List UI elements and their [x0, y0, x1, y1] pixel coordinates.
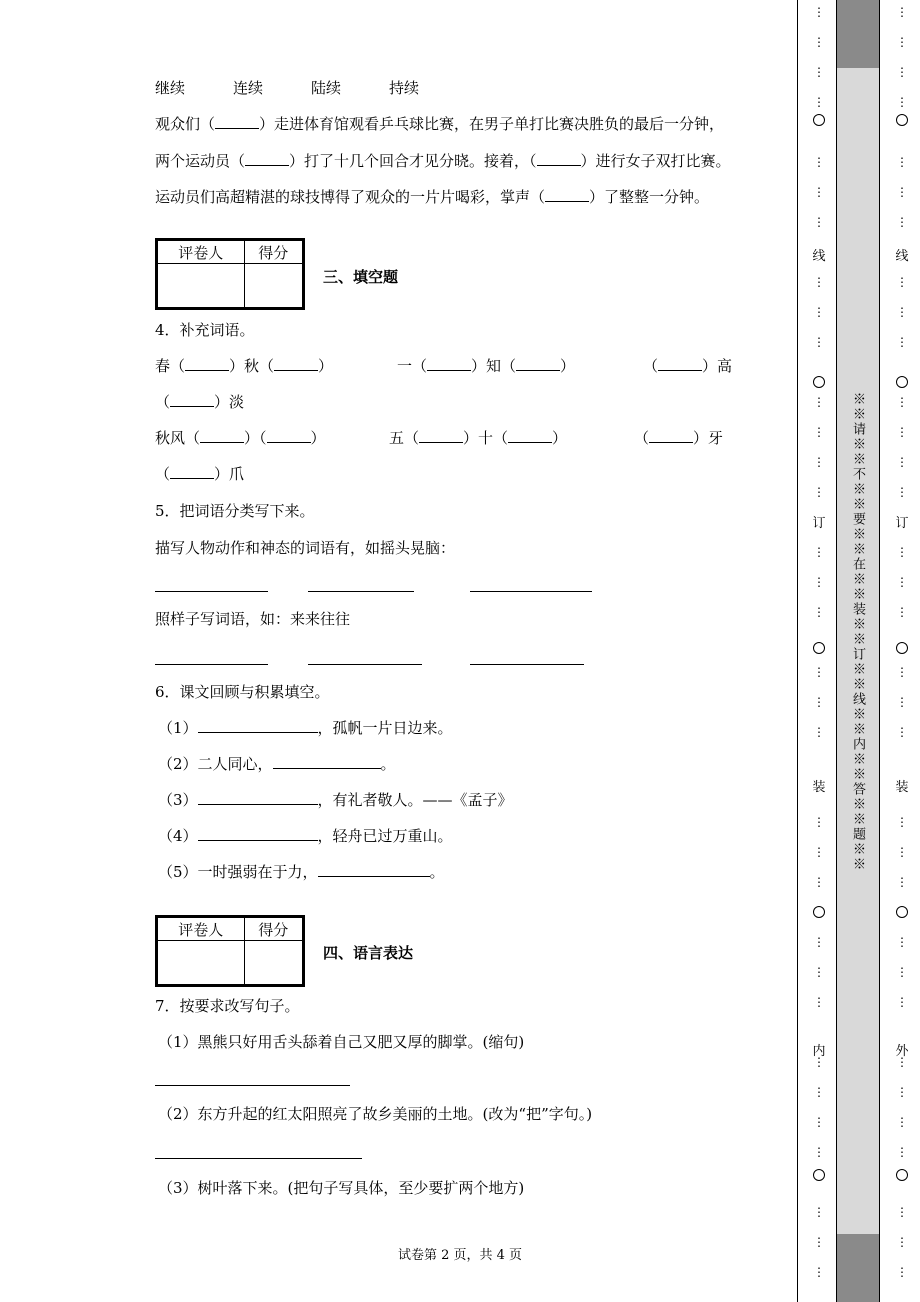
answer-blank[interactable] — [273, 754, 381, 769]
answer-blank[interactable] — [185, 358, 229, 371]
q4-row: 五（ ）十（ ） — [389, 429, 568, 447]
binding-dots: ⋮ — [896, 275, 908, 289]
binding-dots: ⋮ — [813, 155, 825, 169]
score-cell[interactable] — [244, 264, 302, 308]
word-option: 继续 — [155, 79, 186, 97]
page-footer: 试卷第 2 页，共 4 页 — [397, 1248, 523, 1263]
q6-item: （4） ，轻舟已过万重山。 — [158, 827, 453, 845]
question-title: 6．课文回顾与积累填空。 — [155, 683, 330, 701]
binding-dots: ⋮ — [896, 845, 908, 859]
binding-dots: ⋮ — [813, 1055, 825, 1069]
score-label: 得分 — [244, 241, 302, 264]
q3-paragraph-line: 观众们（ ）走进体育馆观看乒乓球比赛，在男子单打比赛决胜负的最后一分钟， — [155, 115, 725, 133]
binding-dots: ⋮ — [896, 485, 908, 499]
q7-item: （1）黑熊只好用舌头舔着自己又肥又厚的脚掌。(缩句) — [158, 1033, 525, 1051]
answer-line[interactable] — [308, 591, 414, 592]
answer-blank[interactable] — [537, 153, 581, 166]
question-title: 4．补充词语。 — [155, 321, 255, 339]
binding-dots: ⋮ — [813, 335, 825, 349]
answer-blank[interactable] — [170, 394, 214, 407]
binding-dots: ⋮ — [896, 455, 908, 469]
answer-blank[interactable] — [198, 718, 318, 733]
binding-char-ding: 订 — [812, 516, 826, 531]
reviewer-label: 评卷人 — [158, 241, 245, 264]
reviewer-label: 评卷人 — [158, 918, 245, 941]
q5-prompt: 描写人物动作和神态的词语有，如摇头晃脑： — [155, 539, 456, 557]
question-title: 5．把词语分类写下来。 — [155, 502, 315, 520]
q4-row: （ ）爪 — [155, 465, 245, 483]
reviewer-cell[interactable] — [158, 941, 245, 985]
binding-dots: ⋮ — [813, 65, 825, 79]
binding-dots: ⋮ — [896, 1115, 908, 1129]
binding-char-xian: 线 — [895, 249, 909, 264]
binding-dots: ⋮ — [813, 1265, 825, 1279]
answer-blank[interactable] — [318, 862, 430, 877]
word-bank — [155, 78, 467, 98]
binding-hole-icon — [813, 114, 825, 126]
binding-dots: ⋮ — [896, 425, 908, 439]
score-label: 得分 — [244, 918, 302, 941]
margin-border — [797, 0, 798, 1302]
q4-row: 秋风（ ）（ ） — [155, 429, 326, 447]
section-title: 三、填空题 — [323, 268, 399, 286]
binding-dots: ⋮ — [813, 545, 825, 559]
binding-dots: ⋮ — [896, 725, 908, 739]
score-box — [155, 915, 305, 987]
binding-hole-icon — [896, 906, 908, 918]
answer-blank[interactable] — [545, 189, 589, 202]
binding-dots: ⋮ — [896, 545, 908, 559]
binding-dots: ⋮ — [896, 215, 908, 229]
binding-dots: ⋮ — [813, 215, 825, 229]
binding-dots: ⋮ — [813, 305, 825, 319]
binding-hole-icon — [896, 114, 908, 126]
binding-dots: ⋮ — [896, 35, 908, 49]
binding-dots: ⋮ — [813, 605, 825, 619]
section-title: 四、语言表达 — [323, 944, 414, 962]
binding-dots: ⋮ — [813, 275, 825, 289]
q7-item: （3）树叶落下来。(把句子写具体，至少要扩两个地方) — [158, 1179, 525, 1197]
word-option: 陆续 — [311, 79, 342, 97]
binding-dots: ⋮ — [896, 605, 908, 619]
answer-blank[interactable] — [267, 430, 311, 443]
answer-blank[interactable] — [419, 430, 463, 443]
q4-row: （ ）高 — [643, 357, 733, 375]
answer-blank[interactable] — [170, 466, 214, 479]
binding-dots: ⋮ — [813, 1115, 825, 1129]
answer-line[interactable] — [308, 664, 422, 665]
binding-dots: ⋮ — [813, 935, 825, 949]
q4-row: （ ）牙 — [634, 429, 724, 447]
binding-dots: ⋮ — [896, 1205, 908, 1219]
binding-dots: ⋮ — [896, 155, 908, 169]
binding-dots: ⋮ — [896, 665, 908, 679]
binding-hole-icon — [813, 642, 825, 654]
score-box — [155, 238, 305, 310]
question-title: 7．按要求改写句子。 — [155, 997, 300, 1015]
answer-blank[interactable] — [215, 116, 259, 129]
binding-hole-icon — [896, 376, 908, 388]
binding-dots: ⋮ — [896, 1055, 908, 1069]
score-cell[interactable] — [244, 941, 302, 985]
binding-dots: ⋮ — [813, 815, 825, 829]
answer-blank[interactable] — [198, 790, 318, 805]
binding-dots: ⋮ — [813, 725, 825, 739]
binding-dots: ⋮ — [813, 1235, 825, 1249]
q3-paragraph-line: 运动员们高超精湛的球技博得了观众的一片片喝彩，掌声（ ）了整整一分钟。 — [155, 188, 710, 206]
binding-dots: ⋮ — [896, 875, 908, 889]
answer-line[interactable] — [155, 591, 268, 592]
binding-dots: ⋮ — [813, 1145, 825, 1159]
binding-dots: ⋮ — [813, 575, 825, 589]
binding-dots: ⋮ — [896, 995, 908, 1009]
binding-dots: ⋮ — [896, 935, 908, 949]
binding-dots: ⋮ — [896, 65, 908, 79]
binding-dots: ⋮ — [813, 95, 825, 109]
word-option: 连续 — [233, 79, 264, 97]
answer-line[interactable] — [155, 664, 268, 665]
binding-dots: ⋮ — [896, 695, 908, 709]
binding-dots: ⋮ — [896, 305, 908, 319]
binding-dots: ⋮ — [813, 395, 825, 409]
binding-dots: ⋮ — [813, 1205, 825, 1219]
answer-line[interactable] — [470, 664, 584, 665]
q4-row: 春（ ）秋（ ） — [155, 357, 334, 375]
binding-char-ding: 订 — [895, 516, 909, 531]
q6-item: （5）一时强弱在于力， 。 — [158, 863, 445, 881]
word-option: 持续 — [389, 79, 420, 97]
binding-dots: ⋮ — [896, 1145, 908, 1159]
binding-hole-icon — [813, 906, 825, 918]
answer-blank[interactable] — [198, 826, 318, 841]
q7-item: （2）东方升起的红太阳照亮了故乡美丽的土地。(改为“把”字句。) — [158, 1105, 593, 1123]
q5-prompt: 照样子写词语，如：来来往往 — [155, 610, 351, 628]
answer-blank[interactable] — [274, 358, 318, 371]
binding-dots: ⋮ — [813, 185, 825, 199]
answer-line[interactable] — [470, 591, 592, 592]
margin-strip-top — [836, 0, 880, 68]
q6-item: （2）二人同心， 。 — [158, 755, 396, 773]
answer-blank[interactable] — [245, 153, 289, 166]
binding-dots: ⋮ — [896, 95, 908, 109]
binding-char-wai: 外 — [895, 1044, 909, 1059]
reviewer-cell[interactable] — [158, 264, 245, 308]
binding-dots: ⋮ — [813, 845, 825, 859]
binding-dots: ⋮ — [813, 665, 825, 679]
margin-strip-bottom — [836, 1234, 880, 1302]
q3-paragraph-line: 两个运动员（ ）打了十几个回合才见分晓。接着，（ ）进行女子双打比赛。 — [155, 152, 731, 170]
binding-hole-icon — [813, 1169, 825, 1181]
binding-dots: ⋮ — [813, 695, 825, 709]
binding-dots: ⋮ — [896, 1085, 908, 1099]
binding-dots: ⋮ — [813, 965, 825, 979]
binding-dots: ⋮ — [896, 815, 908, 829]
binding-dots: ⋮ — [896, 575, 908, 589]
binding-dots: ⋮ — [896, 335, 908, 349]
q6-item: （3） ，有礼者敬人。——《孟子》 — [158, 791, 513, 809]
binding-dots: ⋮ — [813, 35, 825, 49]
binding-warning: ※※请※※不※※要※※在※※装※※订※※线※※内※※答※※题※※ — [850, 392, 865, 872]
binding-dots: ⋮ — [813, 5, 825, 19]
q6-item: （1） ，孤帆一片日边来。 — [158, 719, 453, 737]
binding-char-xian: 线 — [812, 249, 826, 264]
binding-dots: ⋮ — [813, 425, 825, 439]
answer-line[interactable] — [155, 1085, 350, 1086]
binding-hole-icon — [813, 376, 825, 388]
binding-dots: ⋮ — [896, 5, 908, 19]
binding-dots: ⋮ — [896, 965, 908, 979]
binding-dots: ⋮ — [896, 1265, 908, 1279]
binding-dots: ⋮ — [896, 185, 908, 199]
binding-hole-icon — [896, 1169, 908, 1181]
answer-blank[interactable] — [508, 430, 552, 443]
binding-dots: ⋮ — [813, 455, 825, 469]
binding-dots: ⋮ — [896, 395, 908, 409]
binding-hole-icon — [896, 642, 908, 654]
answer-blank[interactable] — [649, 430, 693, 443]
binding-char-zhuang: 装 — [895, 780, 909, 795]
binding-dots: ⋮ — [813, 875, 825, 889]
q4-row: 一（ ）知（ ） — [397, 357, 576, 375]
q4-row: （ ）淡 — [155, 393, 245, 411]
binding-dots: ⋮ — [813, 485, 825, 499]
binding-char-nei: 内 — [812, 1044, 826, 1059]
binding-dots: ⋮ — [813, 1085, 825, 1099]
answer-blank[interactable] — [658, 358, 702, 371]
answer-blank[interactable] — [427, 358, 471, 371]
answer-blank[interactable] — [200, 430, 244, 443]
answer-line[interactable] — [155, 1158, 362, 1159]
answer-blank[interactable] — [516, 358, 560, 371]
binding-char-zhuang: 装 — [812, 780, 826, 795]
binding-dots: ⋮ — [813, 995, 825, 1009]
binding-dots: ⋮ — [896, 1235, 908, 1249]
